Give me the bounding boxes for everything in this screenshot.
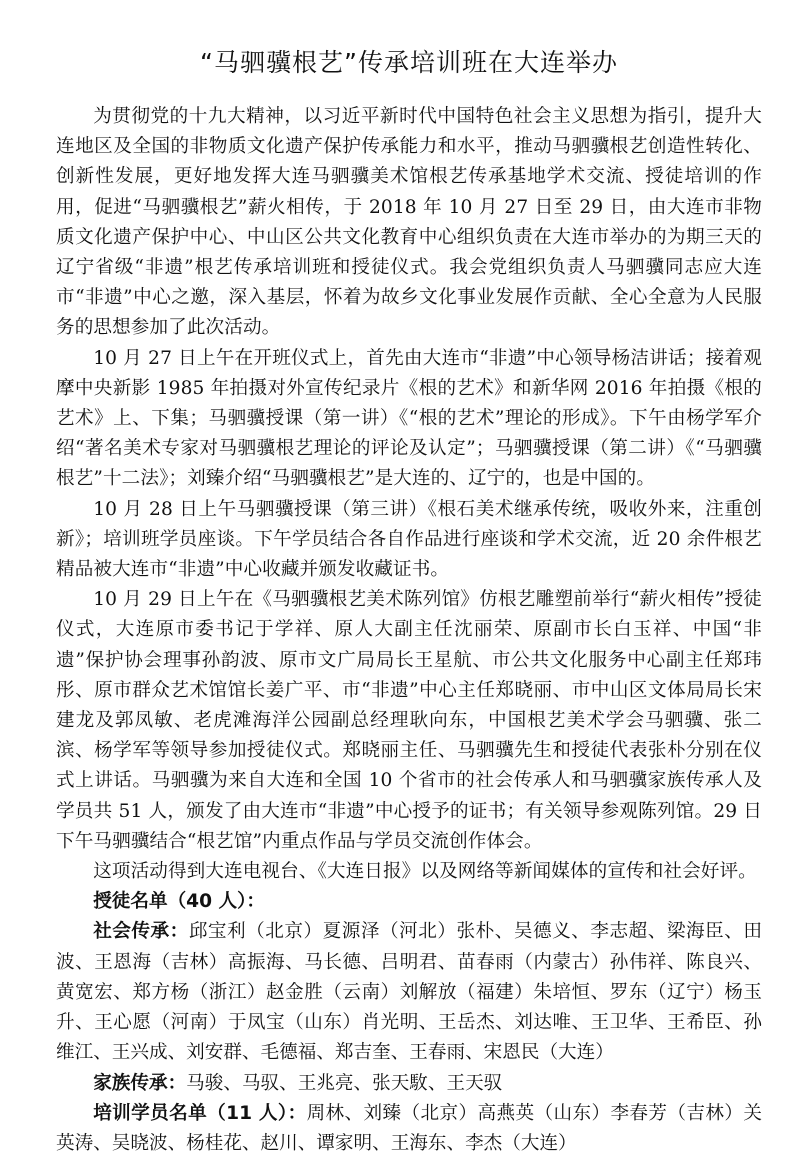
paragraph-media: 这项活动得到大连电视台、《大连日报》以及网络等新闻媒体的宣传和社会好评。: [93, 861, 757, 883]
family-inheritance-label: 家族传承：: [93, 1072, 187, 1094]
paragraph-oct29: 10 月 29 日上午在《马驷骥根艺美术陈列馆》仿根艺雕塑前举行“薪火相传”授徒仪式，大连原市委书记于学祥、原人大副主任沈丽荣、原副市长白玉祥、中国“非遗”保护协会理事孙韵波、原市文广局局长王星航、市公共文化服务中心副主任郑玮彤、原市群众艺术馆馆长姜广平、市“非遗”中心主任郑晓丽、市中山区文体局局长宋建龙及郭凤敏、老虎滩海洋公园副总经理耿向东，中国根艺美术学会马驷骥、张二滨、杨学军等领导参加授徒仪式。郑晓丽主任、马驷骥先生和授徒代表张朴分别在仪式上讲话。马驷骥为来自大连和全国 10 个省市的社会传承人和马驷骥家族传承人及学员共 51 人，颁发了由大连市“非遗”中心授予的证书；有关领导参观陈列馆。29 日下午马驷骥结合“根艺馆”内重点作品与学员交流创作体会。: [56, 589, 762, 852]
social-inheritance-names: 邱宝利（北京）夏源泽（河北）张朴、吴德义、李志超、梁海臣、田波、王恩海（吉林）高振海、马长德、吕明君、苗春雨（内蒙古）孙伟祥、陈良兴、黄宽宏、郑方杨（浙江）赵金胜（云南）刘解放（福建）朱培恒、罗东（辽宁）杨玉升、王心愿（河南）于凤宝（山东）肖光明、王岳杰、刘达唯、王卫华、王希臣、孙维江、王兴成、刘安群、毛德福、郑吉奎、王春雨、宋恩民（大连）: [56, 921, 762, 1064]
trainee-names: 周林、刘臻（北京）高燕英（山东）李春芳（吉林）关英涛、吴晓波、杨桂花、赵川、谭家明、王海东、李杰（大连）: [56, 1102, 762, 1154]
social-inheritance-label: 社会传承：: [93, 921, 189, 943]
trainee-list: [56, 1099, 762, 1159]
article-title: “马驷骥根艺”传承培训班在大连举办: [200, 48, 618, 77]
paragraph-intro: 为贯彻党的十九大精神，以习近平新时代中国特色社会主义思想为指引，提升大连地区及全国的非物质文化遗产保护传承能力和水平，推动马驷骥根艺创造性转化、创新性发展，更好地发挥大连马驷骥美术馆根艺传承基地学术交流、授徒培训的作用，促进“马驷骥根艺”薪火相传，于 2018 年 10 月 27 日至 29 日，由大连市非物质文化遗产保护中心、中山区公共文化教育中心组织负责在大连市举办的为期三天的辽宁省级“非遗”根艺传承培训班和授徒仪式。我会党组织负责人马驷骥同志应大连市“非遗”中心之邀，深入基层，怀着为故乡文化事业发展作贡献、全心全意为人民服务的思想参加了此次活动。: [56, 106, 762, 339]
paragraph-oct28: 10 月 28 日上午马驷骥授课（第三讲）《根石美术继承传统，吸收外来，注重创新》；培训班学员座谈。下午学员结合各自作品进行座谈和学术交流，近 20 余件根艺精品被大连市“非遗”中心收藏并颁发收藏证书。: [56, 498, 762, 581]
family-inheritance-names: 马骏、马驭、王兆亮、张天駇、王天驭: [186, 1072, 503, 1094]
social-inheritance-list: [56, 917, 762, 1068]
family-inheritance-list: [56, 1069, 762, 1099]
trainee-label: 培训学员名单（11 人）：: [93, 1102, 307, 1124]
apprentice-list-heading-text: 授徒名单（40 人）：: [93, 891, 265, 913]
apprentice-list-heading: [56, 887, 762, 917]
paragraph-oct27: 10 月 27 日上午在开班仪式上，首先由大连市“非遗”中心领导杨洁讲话；接着观摩中央新影 1985 年拍摄对外宣传纪录片《根的艺术》和新华网 2016 年拍摄《根的艺术》上、下集；马驷骥授课（第一讲）《“根的艺术”理论的形成》。下午由杨学军介绍“著名美术专家对马驷骥根艺理论的评论及认定”；马驷骥授课（第二讲）《“马驷骥根艺”十二法》；刘臻介绍“马驷骥根艺”是大连的、辽宁的，也是中国的。: [56, 347, 762, 490]
